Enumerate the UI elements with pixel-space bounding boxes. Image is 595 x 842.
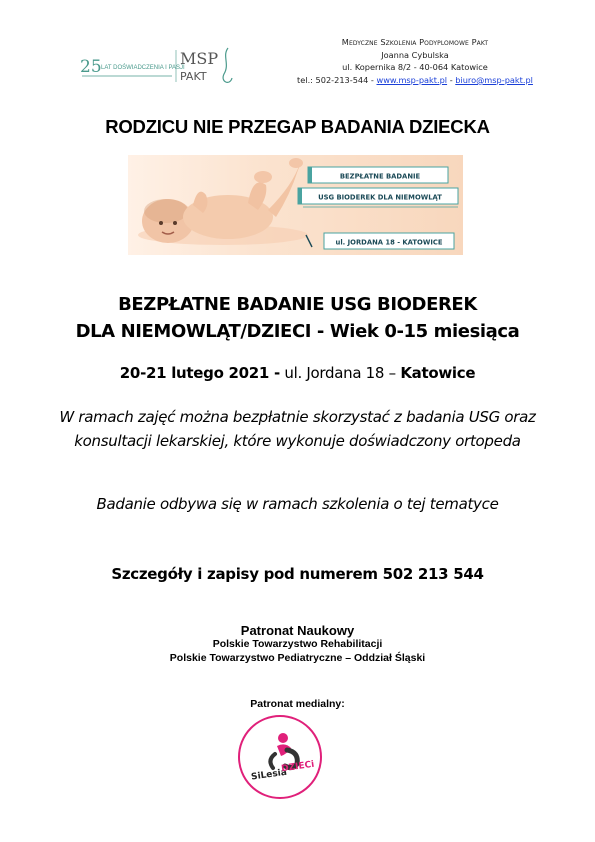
banner-line-1: BEZPŁATNE BADANIE xyxy=(339,172,421,181)
logo-anniversary-text: LAT DOŚWIADCZENIA I PASJI xyxy=(101,65,185,71)
event-street: ul. Jordana 18 – xyxy=(279,364,401,382)
patronat-org-2: Polskie Towarzystwo Pediatryczne – Oddział Śląski xyxy=(169,652,426,664)
banner-line-3: ul. JORDANA 18 - KATOWICE xyxy=(335,238,443,247)
main-title: RODZICU NIE PRZEGAP BADANIA DZIECKA xyxy=(105,116,490,137)
header-separator: - xyxy=(449,74,453,85)
details-phone-line: Szczegóły i zapisy pod numerem 502 213 544 xyxy=(111,565,484,583)
banner-line-2: USG BIODEREK DLA NIEMOWLĄT xyxy=(318,193,442,202)
event-date: 20-21 lutego 2021 - xyxy=(119,364,280,382)
header-phone: tel.: 502-213-544 - xyxy=(297,74,374,85)
header-address: ul. Kopernika 8/2 - 40-064 Katowice xyxy=(342,62,488,73)
event-city: Katowice xyxy=(400,364,476,382)
headline-line-1: BEZPŁATNE BADANIE USG BIODEREK xyxy=(118,294,477,315)
header-email-link[interactable]: biuro@msp-pakt.pl xyxy=(455,74,533,85)
header-contact-line xyxy=(290,74,540,87)
usg-banner-image xyxy=(128,155,463,255)
headline xyxy=(0,291,595,345)
logo-anniversary-number: 25 xyxy=(80,57,102,77)
header-org-name: Medyczne Szkolenia Podyplomowe Pakt xyxy=(341,37,489,47)
header-person: Joanna Cybulska xyxy=(381,49,449,60)
date-location-line xyxy=(0,364,595,382)
header-website-link[interactable]: www.msp-pakt.pl xyxy=(376,74,448,85)
patronat-title: Patronat Naukowy xyxy=(240,623,355,638)
msp-pakt-logo xyxy=(80,42,240,92)
training-note: Badanie odbywa się w ramach szkolenia o tej tematyce xyxy=(96,495,499,513)
headline-line-2: DLA NIEMOWLĄT/DZIECI - Wiek 0-15 miesiąca xyxy=(75,321,520,342)
silesia-dzieci-logo xyxy=(237,714,323,800)
media-patronage-title: Patronat medialny: xyxy=(250,698,345,710)
patronat-org-1: Polskie Towarzystwo Rehabilitacji xyxy=(212,638,383,650)
description xyxy=(0,405,595,453)
logo-brand-top: MSP xyxy=(180,49,219,68)
description-line-1: W ramach zajęć można bezpłatnie skorzystać z badania USG oraz xyxy=(59,408,536,426)
header-contact-block xyxy=(290,36,540,86)
logo-brand-bottom: PAKT xyxy=(180,70,207,83)
media-logo-word-1: SiLesia xyxy=(250,767,288,783)
media-logo-word-2: DZIECi xyxy=(280,759,315,775)
description-line-2: konsultacji lekarskiej, które wykonuje doświadczony ortopeda xyxy=(74,432,521,450)
